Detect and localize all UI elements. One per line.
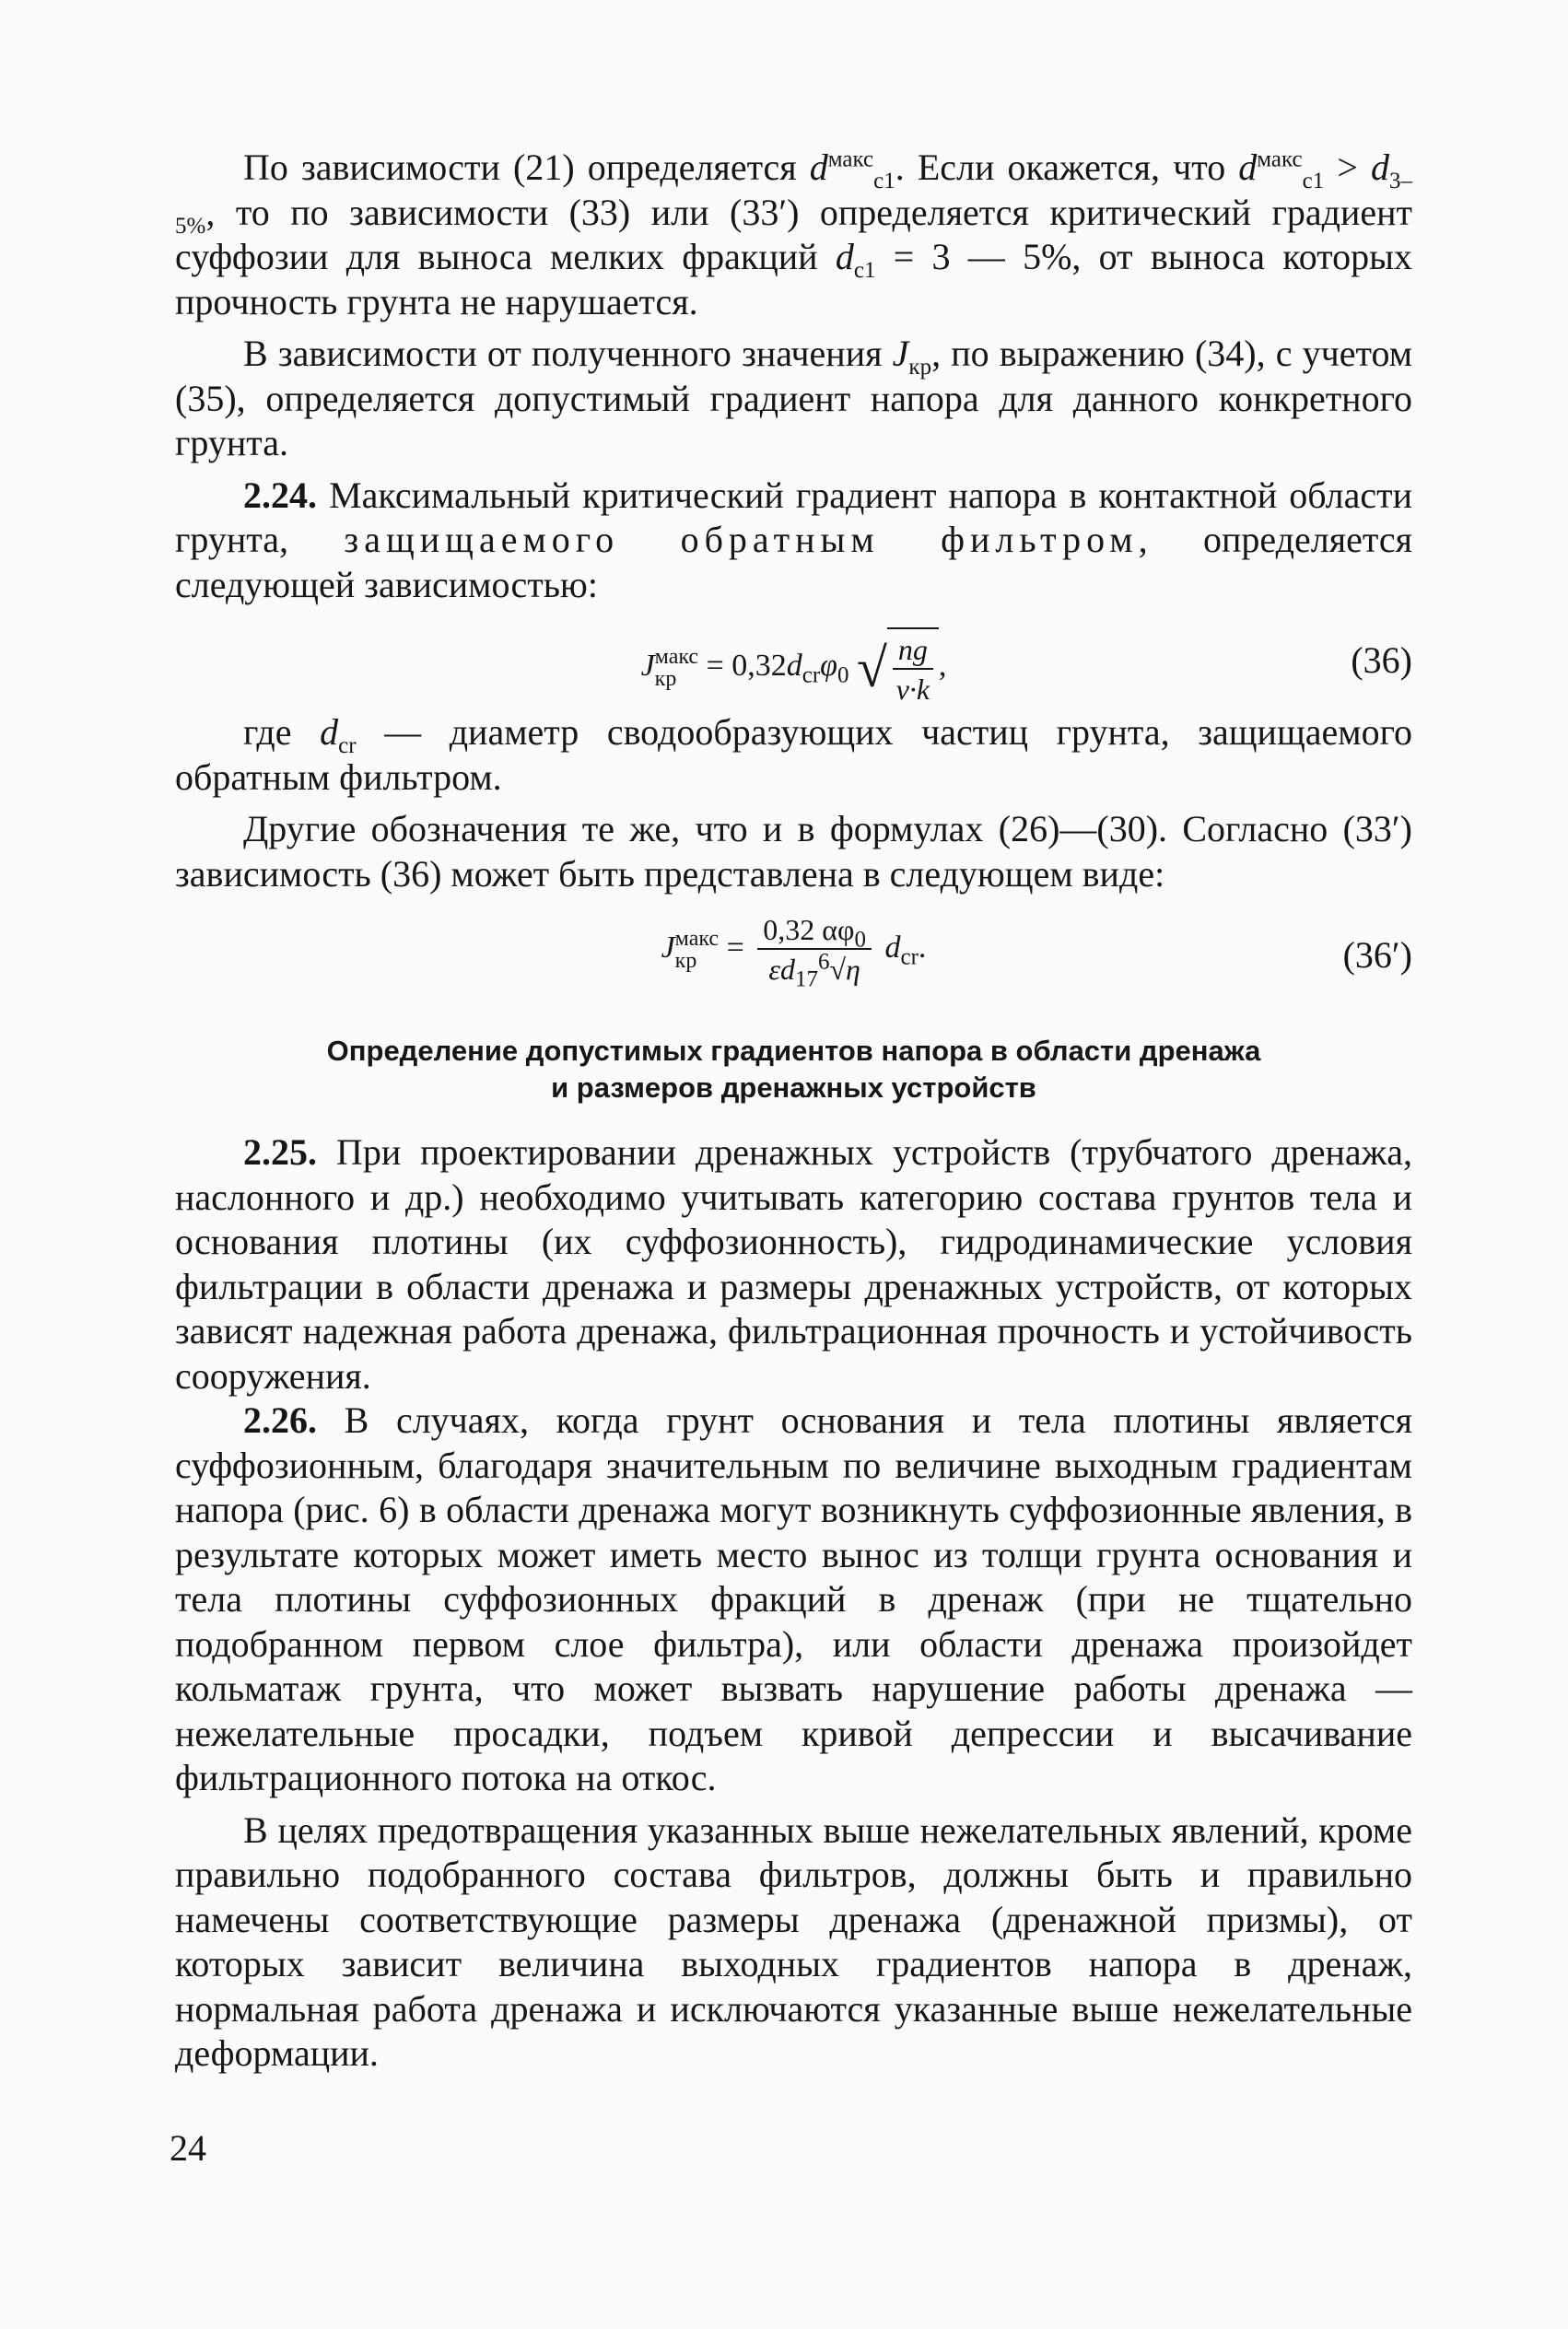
formula-36-prime-expression: J макс кр = $\frac{0,32 \alpha\varphi_0}{\varepsilon d_{17}^6√\eta}$ $d_{cr}$. (661, 913, 927, 992)
formula-36-expression: J макс кр = $0,32d_{cr}\varphi_0$ √ $\frac{ng}{\nu\cdot k}$ , (175, 627, 1412, 708)
paragraph-8: В целях предотвращения указанных выше нежелательных явлений, кроме правильно подобранного состава фильтров, должны быть и правильно намечены соответствующие размеры дренажа (дренажной призмы), от которых зависит величина выходных градиентов напора в дренаж, нормальная работа дренажа и исключаются указанные выше нежелательные деформации. (175, 1808, 1412, 2074)
paragraph-2: В зависимости от полученного значения $J_{кр}$, по выражению (34), с учетом (35), определяется допустимый градиент напора для данного конкретного грунта. (175, 333, 1413, 463)
paragraph-5: Другие обозначения те же, что и в формулах (26)—(30). Согласно (33′) зависимость (36) может быть представлена в следующем виде: (175, 808, 1412, 895)
section-heading: Определение допустимых градиентов напора в области дренажа и размеров дренажных устройств (326, 1035, 1261, 1104)
formula-36 (175, 607, 1412, 710)
clause-number: 2.26. (243, 1399, 317, 1441)
paragraph-4: где $d_{cr}$ — диаметр сводообразующих частиц грунта, защищаемого обратным фильтром. (175, 711, 1412, 798)
paragraph-3: 2.24. Максимальный критический градиент напора в контактной области грунта, защищаемого обратным фильтром, определяется следующей зависимостью: (175, 474, 1412, 605)
equation-number: (36′) (1342, 934, 1412, 976)
root-sign: √ (856, 638, 887, 698)
paragraph-6: 2.25. При проектировании дренажных устройств (трубчатого дренажа, наслонного и др.) необходимо учитывать категорию состава грунтов тела и основания плотины (их суффозионность), гидродинамические условия фильтрации в области дренажа и размеры дренажных устройств, от которых зависят надежная работа дренажа, фильтрационная прочность и устойчивость сооружения. (175, 1131, 1412, 1397)
paragraph-7: 2.26. В случаях, когда грунт основания и тела плотины является суффозионным, благодаря значительным по величине выходным градиентам напора (рис. 6) в области дренажа могут возникнуть суффозионные явления, в результате которых может иметь место вынос из толщи грунта основания и тела плотины суффозионных фракций в дренаж (при не тщательно подобранном первом слое фильтра), или области дренажа произойдет кольматаж грунта, что может вызвать нарушение работы дренажа — нежелательные просадки, подъем кривой депрессии и высачивание фильтрационного потока на откос. (175, 1399, 1412, 1798)
text-body (175, 146, 1412, 2077)
paragraph-1: По зависимости (21) определяется $d^{макс}_{c1}$. Если окажется, что $d^{макс}_{c1} > d_{3-5\%}$, то по зависимости (33) или (33′) определяется критический градиент суффозии для выноса мелких фракций $d_{c1} = 3$ — 5%, от выноса которых прочность грунта не нарушается. (175, 146, 1412, 322)
spaced-emphasis: защищаемого обратным фильтром (344, 519, 1139, 560)
formula-36-prime (175, 896, 1412, 1012)
clause-number: 2.25. (243, 1131, 317, 1173)
clause-number: 2.24. (243, 474, 317, 516)
equation-number: (36) (1351, 639, 1412, 681)
page-number: 24 (170, 2127, 206, 2169)
